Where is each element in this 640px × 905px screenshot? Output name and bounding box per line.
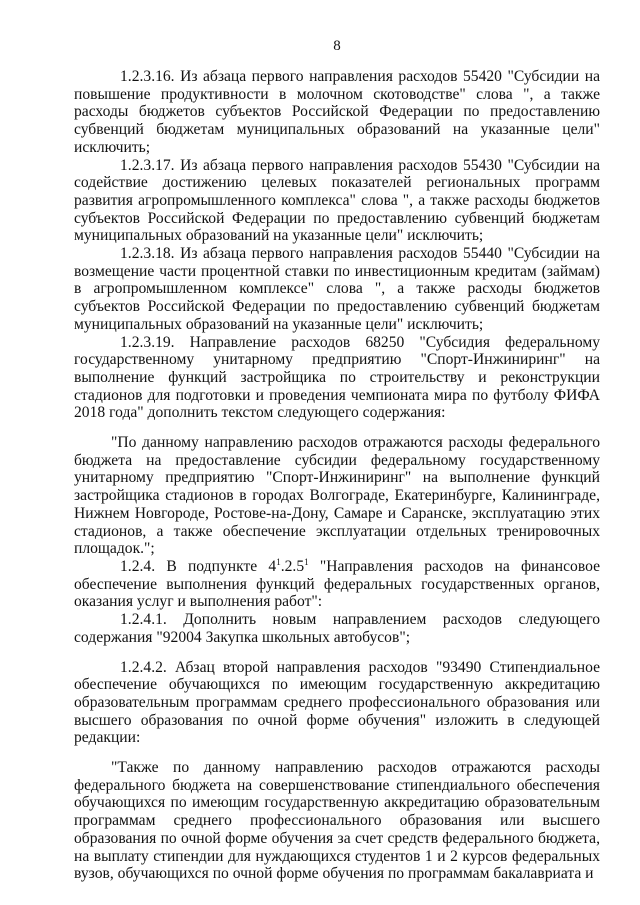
paragraph-1-2-4-mid: .2.5 [280, 557, 305, 575]
paragraph-1-2-4-tail: "Направления расходов на финансовое обеспечение выполнения функций федеральных государственных органов, оказания услуг и выполнения работ": [74, 557, 601, 611]
quoted-text-stipend: "Также по данному направлению расходов отражаются расходы федерального бюджета на совершенствование стипендиального обеспечения обучающихся по имеющим государственную аккредитацию образовательным программам среднего профессионального образования или высшего образования по очной форме обучения за счет средств федерального бюджета, на выплату стипендии для нуждающихся студентов 1 и 2 курсов федеральных вузов, обучающихся по очной форме обучения по программам бакалавриата и [74, 759, 600, 883]
superscript-1: 1 [276, 556, 281, 567]
paragraph-gap [74, 422, 600, 434]
quoted-text-sport-engineering: "По данному направлению расходов отражаются расходы федерального бюджета на предоставление субсидии федеральному государственному унитарному предприятию "Спорт-Инжиниринг" на выполнение функций застройщика стадионов в городах Волгограде, Екатеринбурге, Калининграде, Нижнем Новгороде, Ростове-на-Дону, Самаре и Саранске, эксплуатацию этих стадионов, а также обеспечение эксплуатации отдельных тренировочных площадок."; [74, 434, 600, 558]
paragraph-1-2-3-19: 1.2.3.19. Направление расходов 68250 "Субсидия федеральному государственному унитарному предприятию "Спорт-Инжиниринг" на выполнение функций застройщика по строительству и реконструкции стадионов для подготовки и проведения чемпионата мира по футболу ФИФА 2018 года" дополнить текстом следующего содержания: [74, 333, 600, 422]
paragraph-gap [74, 747, 600, 759]
paragraph-1-2-4-2: 1.2.4.2. Абзац второй направления расходов "93490 Стипендиальное обеспечение обучающихся по имеющим государственную аккредитацию образовательным программам среднего профессионального образования или высшего образования по очной форме обучения" изложить в следующей редакции: [74, 658, 600, 747]
paragraph-1-2-3-16: 1.2.3.16. Из абзаца первого направления расходов 55420 "Субсидии на повышение продуктивности в молочном скотоводстве" слова ", а также расходы бюджетов субъектов Российской Федерации по предоставлению субвенций бюджетам муниципальных образований на указанные цели" исключить; [74, 68, 600, 156]
paragraph-1-2-4-1: 1.2.4.1. Дополнить новым направлением расходов следующего содержания "92004 Закупка школьных автобусов"; [74, 611, 600, 646]
paragraph-gap [74, 647, 600, 659]
paragraph-1-2-4 [74, 558, 600, 611]
superscript-2: 1 [304, 556, 309, 567]
page-number: 8 [333, 38, 341, 54]
paragraph-1-2-3-18: 1.2.3.18. Из абзаца первого направления расходов 55440 "Субсидии на возмещение части процентной ставки по инвестиционным кредитам (займам) в агропромышленном комплексе" слова ", а также расходы бюджетов субъектов Российской Федерации по предоставлению субвенций бюджетам муниципальных образований на указанные цели" исключить; [74, 245, 600, 333]
paragraph-1-2-4-lead: 1.2.4. В подпункте 4 [120, 557, 277, 575]
paragraph-1-2-3-17: 1.2.3.17. Из абзаца первого направления расходов 55430 "Субсидии на содействие достижению целевых показателей региональных программ развития агропромышленного комплекса" слова ", а также расходы бюджетов субъектов Российской Федерации по предоставлению субвенций бюджетам муниципальных образований на указанные цели" исключить; [74, 156, 600, 245]
